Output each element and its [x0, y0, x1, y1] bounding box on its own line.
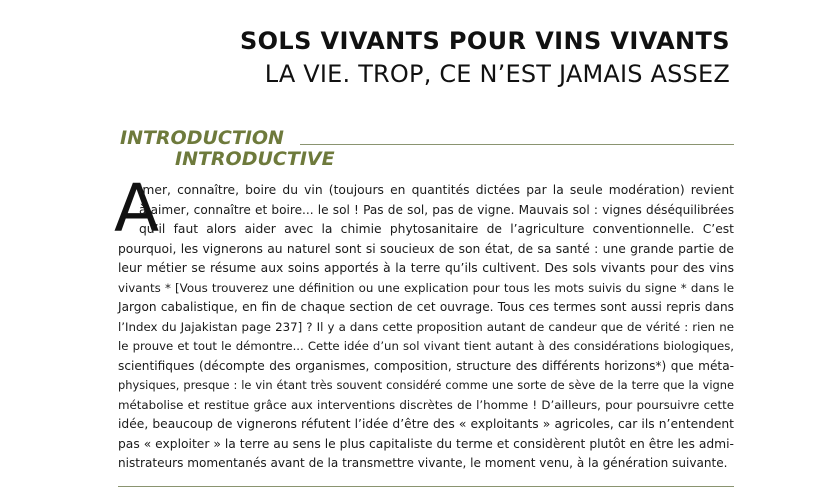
paragraph-line: imer, connaître, boire du vin (toujours en quantités dictées par la seule modération) revient	[139, 183, 734, 197]
paragraph-line: à aimer, connaître et boire... le sol ! Pas de sol, pas de vigne. Mauvais sol : vignes déséquilibrées	[139, 202, 734, 217]
paragraph-line: nistrateurs momentanés avant de la transmettre vivante, le moment venu, à la génération suivante.	[118, 456, 728, 470]
paragraph-line: le prouve et tout le démontre... Cette idée d’un sol vivant tient autant à des considérations biologiques,	[118, 339, 734, 353]
paragraph-line: idée, beaucoup de vignerons réfutent l’idée d’être des « exploitants » agricoles, car ils n’entendent	[118, 417, 734, 431]
paragraph-line: métabolise et restitue grâce aux interventions discrètes de l’homme ! D’ailleurs, pour poursuivre cette	[118, 397, 734, 412]
paragraph-line: scientifiques (décompte des organismes, composition, structure des différents horizons*) que méta-	[118, 358, 734, 373]
paragraph-line: Jargon cabalistique, en fin de chaque section de cet ouvrage. Tous ces termes sont aussi repris dans	[118, 300, 734, 314]
paragraph-line: leur métier se résume aux soins apportés à la terre qu’ils cultivent. Des sols vivants pour des vins	[118, 261, 734, 275]
section-heading-line2: INTRODUCTIVE	[175, 148, 335, 170]
section-heading-line1: INTRODUCTION	[120, 127, 284, 149]
page-subtitle: LA VIE. TROP, CE N’EST JAMAIS ASSEZ	[264, 60, 730, 88]
paragraph-line: pas « exploiter » la terre au sens le plus capitaliste du terme et considèrent plutôt en être les admi-	[118, 436, 734, 451]
paragraph-line: qu’il faut alors aider avec la chimie phytosanitaire de l’agriculture conventionnelle. C’est	[139, 222, 734, 236]
section-divider-top	[300, 144, 734, 145]
section-divider-bottom	[118, 486, 734, 487]
paragraph-line: pourquoi, les vignerons au naturel sont si soucieux de son état, de sa santé : une grande partie de	[118, 241, 734, 256]
body-paragraph	[118, 181, 734, 474]
paragraph-line: physiques, presque : le vin étant très souvent considéré comme une sorte de sève de la terre que la vigne	[118, 378, 734, 392]
paragraph-line: vivants * [Vous trouverez une définition ou une explication pour tous les mots suivis du signe * dans le	[118, 280, 734, 295]
drop-cap: A	[114, 170, 160, 247]
page-title: SOLS VIVANTS POUR VINS VIVANTS	[239, 27, 730, 55]
paragraph-line: l’Index du Jajakistan page 237] ? Il y a dans cette proposition autant de candeur que de vérité : rien ne	[118, 319, 734, 334]
